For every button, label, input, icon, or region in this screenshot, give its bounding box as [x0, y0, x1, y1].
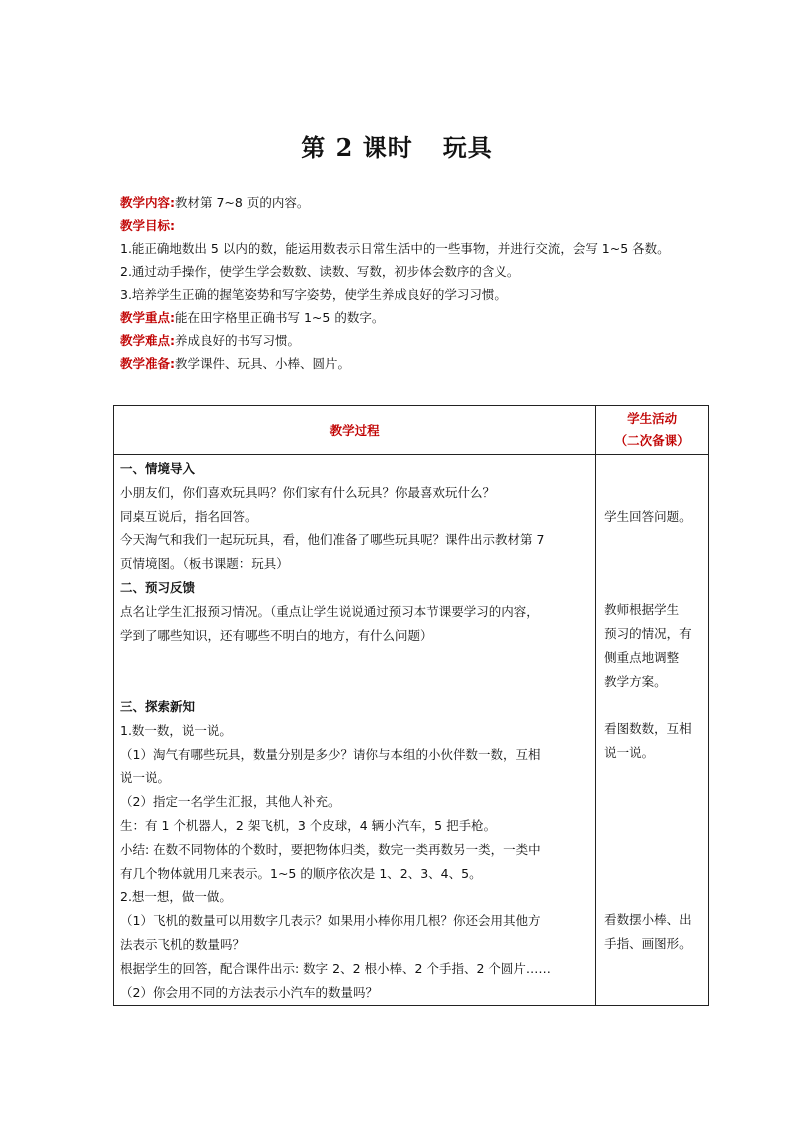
meta-difficulty-text: 养成良好的书写习惯。	[175, 333, 301, 348]
title-topic: 玩具	[442, 133, 493, 162]
section-3-title: 三、探索新知	[120, 698, 196, 714]
activity-2-line-2: 预习的情况，有	[604, 626, 692, 641]
process-line: 说一说。	[120, 770, 171, 786]
process-line: 今天淘气和我们一起玩玩具，看，他们准备了哪些玩具呢？课件出示教材第 7	[120, 532, 545, 548]
process-line: 小结: 在数不同物体的个数时，要把物体归类，数完一类再数另一类，一类中	[120, 841, 541, 857]
meta-goal-3: 3.培养学生正确的握笔姿势和写字姿势，使学生养成良好的学习习惯。	[120, 287, 507, 302]
page-title	[0, 128, 794, 163]
process-line: 有几个物体就用几来表示。1~5 的顺序依次是 1、2、3、4、5。	[120, 865, 482, 881]
meta-key	[120, 308, 710, 331]
activity-2-line-1: 教师根据学生	[604, 602, 680, 617]
activity-4-line-2: 手指、画图形。	[604, 936, 692, 951]
meta-difficulty-label: 教学难点:	[120, 333, 175, 348]
process-line: （1）淘气有哪些玩具，数量分别是多少？请你与本组的小伙伴数一数，互相	[120, 746, 541, 762]
process-line: 生：有 1 个机器人，2 架飞机，3 个皮球，4 辆小汽车，5 把手枪。	[120, 817, 497, 833]
header-process: 教学过程	[114, 406, 596, 455]
process-line: 学到了哪些知识，还有哪些不明白的地方，有什么问题）	[120, 627, 433, 643]
meta-prep-label: 教学准备:	[120, 356, 175, 371]
header-student-activity	[596, 406, 709, 455]
meta-content	[120, 193, 710, 216]
student-activity-cell	[596, 455, 709, 1006]
activity-2-line-4: 教学方案。	[604, 674, 667, 689]
activity-4-line-1: 看数摆小棒、出	[604, 912, 692, 927]
header-side-line-1: 学生活动	[627, 411, 678, 426]
process-line: 页情境图。（板书课题：玩具）	[120, 556, 289, 572]
meta-goals-label: 教学目标:	[120, 218, 175, 233]
activity-3-line-2: 说一说。	[604, 745, 655, 760]
process-line: 点名让学生汇报预习情况。（重点让学生说说通过预习本节课要学习的内容，	[120, 603, 539, 619]
table-header-row	[114, 406, 709, 455]
title-lesson-number: 第 2 课时	[301, 133, 413, 162]
process-line: 根据学生的回答，配合课件出示: 数字 2、2 根小棒、2 个手指、2 个圆片……	[120, 960, 551, 976]
process-blank-line	[120, 647, 589, 671]
process-line: 1.数一数，说一说。	[120, 722, 232, 738]
lesson-process-table	[113, 405, 709, 1006]
meta-goal-2: 2.通过动手操作，使学生学会数数、读数、写数，初步体会数序的含义。	[120, 264, 520, 279]
process-cell	[114, 455, 596, 1006]
process-line: 2.想一想，做一做。	[120, 889, 232, 905]
meta-goals-heading	[120, 216, 710, 239]
meta-content-label: 教学内容:	[120, 195, 175, 210]
meta-key-text: 能在田字格里正确书写 1~5 的数字。	[175, 310, 385, 325]
process-line: 法表示飞机的数量吗？	[120, 936, 246, 952]
meta-prep-text: 教学课件、玩具、小棒、圆片。	[175, 356, 351, 371]
table-body-row	[114, 455, 709, 1006]
meta-goal-1: 1.能正确地数出 5 以内的数，能运用数表示日常生活中的一些事物，并进行交流，会写 1~5 各数。	[120, 241, 670, 256]
process-blank-line	[120, 671, 589, 695]
activity-2-line-3: 侧重点地调整	[604, 650, 680, 665]
lesson-meta	[120, 193, 710, 377]
process-line: （2）指定一名学生汇报，其他人补充。	[120, 794, 341, 810]
activity-3-line-1: 看图数数，互相	[604, 721, 692, 736]
process-line: （1）飞机的数量可以用数字几表示？如果用小棒你用几根？你还会用其他方	[120, 913, 541, 929]
header-side-line-2: （二次备课）	[614, 433, 690, 448]
process-line: 小朋友们，你们喜欢玩具吗？你们家有什么玩具？你最喜欢玩什么？	[120, 484, 496, 500]
activity-1: 学生回答问题。	[604, 509, 692, 524]
meta-content-text: 教材第 7~8 页的内容。	[175, 195, 310, 210]
meta-key-label: 教学重点:	[120, 310, 175, 325]
section-1-title: 一、情境导入	[120, 461, 196, 476]
process-line: 同桌互说后，指名回答。	[120, 508, 258, 524]
meta-prep	[120, 354, 710, 377]
section-2-title: 二、预习反馈	[120, 579, 196, 595]
meta-difficulty	[120, 331, 710, 354]
process-line: （2）你会用不同的方法表示小汽车的数量吗？	[120, 984, 378, 1000]
